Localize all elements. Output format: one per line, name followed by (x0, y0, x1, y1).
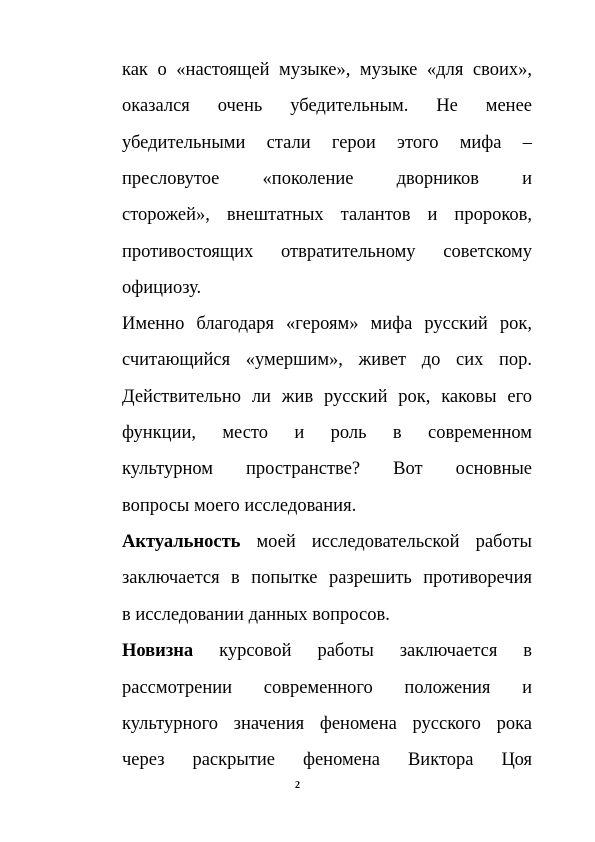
text-line: через раскрытие феномена Виктора Цоя (122, 750, 532, 770)
text-line (122, 639, 532, 663)
text-line: рассмотрении современного положения и (122, 678, 532, 698)
text-line: культурного значения феномена русского рока (122, 714, 532, 734)
text-line (122, 530, 532, 554)
heading-relevance: Актуальность (122, 532, 241, 552)
text-line: Именно благодаря «героям» мифа русский рок, (122, 314, 532, 334)
line-text: курсовой работы заключается в (193, 641, 532, 661)
text-line: вопросы моего исследования. (122, 496, 357, 516)
text-line: как о «настоящей музыке», музыке «для своих», (122, 60, 532, 80)
text-line: убедительными стали герои этого мифа – (122, 133, 532, 153)
text-line: считающийся «умершим», живет до сих пор. (122, 350, 532, 370)
text-line: функции, место и роль в современном (122, 423, 532, 443)
text-line: сторожей», внештатных талантов и пророков, (122, 205, 532, 225)
text-line: в исследовании данных вопросов. (122, 605, 390, 625)
text-line: противостоящих отвратительному советскому (122, 242, 532, 262)
text-line: Действительно ли жив русский рок, каковы его (122, 387, 532, 407)
text-line: официозу. (122, 278, 202, 298)
heading-novelty: Новизна (122, 641, 194, 661)
text-line: оказался очень убедительным. Не менее (122, 96, 532, 116)
page-number: 2 (295, 780, 300, 791)
line-text: моей исследовательской работы (240, 532, 532, 552)
text-line: культурном пространстве? Вот основные (122, 459, 532, 479)
text-line: пресловутое «поколение дворников и (122, 169, 532, 189)
text-line: заключается в попытке разрешить противоречия (122, 568, 532, 588)
